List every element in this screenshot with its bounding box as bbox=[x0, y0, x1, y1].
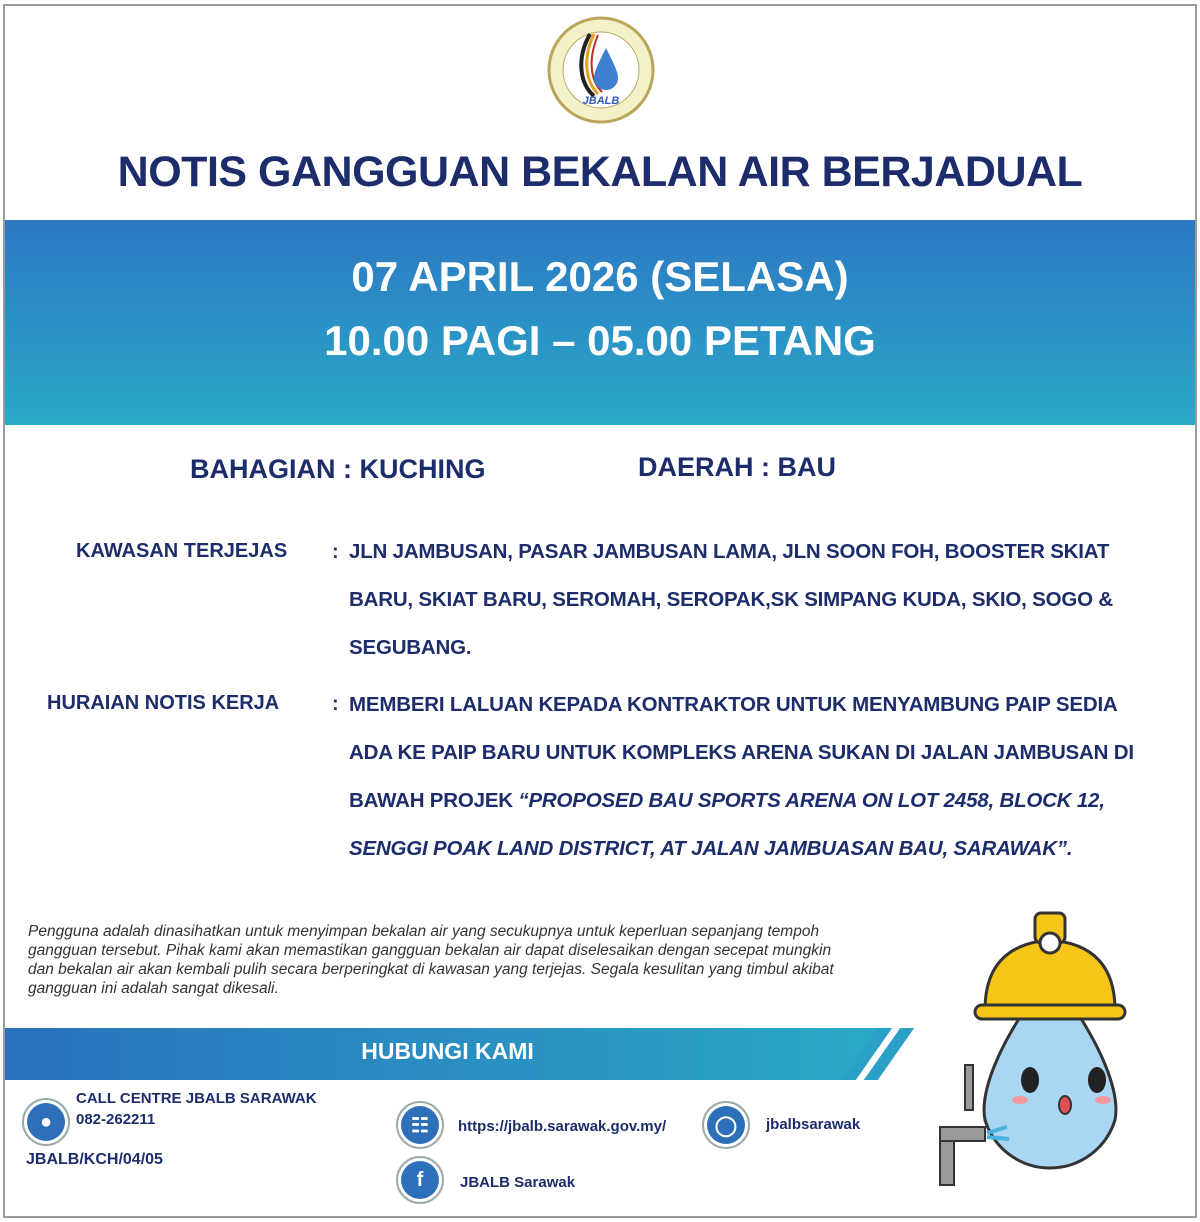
kawasan-value: JLN JAMBUSAN, PASAR JAMBUSAN LAMA, JLN SOON FOH, BOOSTER SKIAT BARU, SKIAT BARU, SEROMAH, SEROPAK,SK SIMPANG KUDA, SKIO, SOGO & SEGUBANG. bbox=[349, 540, 1113, 659]
schedule-date: 07 APRIL 2026 (SELASA) bbox=[351, 253, 849, 300]
facebook-page[interactable]: JBALB Sarawak bbox=[460, 1174, 576, 1191]
jbalb-logo bbox=[546, 14, 656, 126]
water-drop-mascot-illustration bbox=[925, 905, 1175, 1195]
kawasan-label: KAWASAN TERJEJAS bbox=[76, 540, 288, 562]
schedule-time: 10.00 PAGI – 05.00 PETANG bbox=[324, 317, 876, 364]
notice-title: NOTIS GANGGUAN BEKALAN AIR BERJADUAL bbox=[117, 148, 1083, 196]
user-icon: ● bbox=[22, 1098, 70, 1146]
contact-heading: HUBUNGI KAMI bbox=[361, 1038, 534, 1064]
daerah: DAERAH : BAU bbox=[638, 452, 836, 482]
svg-text:JBALB: JBALB bbox=[582, 95, 620, 107]
instagram-icon: ◯ bbox=[702, 1101, 750, 1149]
reference-number: JBALB/KCH/04/05 bbox=[26, 1151, 163, 1168]
huraian-label: HURAIAN NOTIS KERJA bbox=[47, 692, 280, 714]
kawasan-colon: : bbox=[332, 541, 339, 563]
huraian-text: MEMBERI LALUAN KEPADA KONTRAKTOR UNTUK MENYAMBUNG PAIP SEDIA ADA KE PAIP BARU UNTUK KOMPLEKS ARENA SUKAN DI JALAN JAMBUSAN DI BAWAH PROJEK bbox=[349, 693, 1134, 812]
website-link[interactable]: https://jbalb.sarawak.gov.my/ bbox=[458, 1118, 667, 1135]
huraian-value bbox=[349, 681, 1159, 873]
advice-paragraph: Pengguna adalah dinasihatkan untuk menyimpan bekalan air yang secukupnya untuk keperluan sepanjang tempoh gangguan tersebut. Pihak kami akan memastikan gangguan bekalan air dapat diselesaikan dengan secepat mungkin dan bekalan air akan kembali pulih secara berperingkat di kawasan yang terjejas. Segala kesulitan yang timbul akibat gangguan ini adalah sangat dikesali. bbox=[28, 923, 834, 997]
call-centre-label: CALL CENTRE JBALB SARAWAK bbox=[76, 1090, 317, 1107]
huraian-colon: : bbox=[332, 693, 339, 715]
globe-icon: ☷ bbox=[396, 1101, 444, 1149]
facebook-icon: f bbox=[396, 1156, 444, 1204]
instagram-handle[interactable]: jbalbsarawak bbox=[766, 1116, 861, 1133]
bahagian: BAHAGIAN : KUCHING bbox=[190, 454, 486, 484]
huraian-project: “PROPOSED BAU SPORTS ARENA ON LOT 2458, BLOCK 12, SENGGI POAK LAND DISTRICT, AT JALAN JAMBUASAN BAU, SARAWAK”. bbox=[349, 789, 1105, 860]
phone-number[interactable]: 082-262211 bbox=[76, 1111, 156, 1128]
